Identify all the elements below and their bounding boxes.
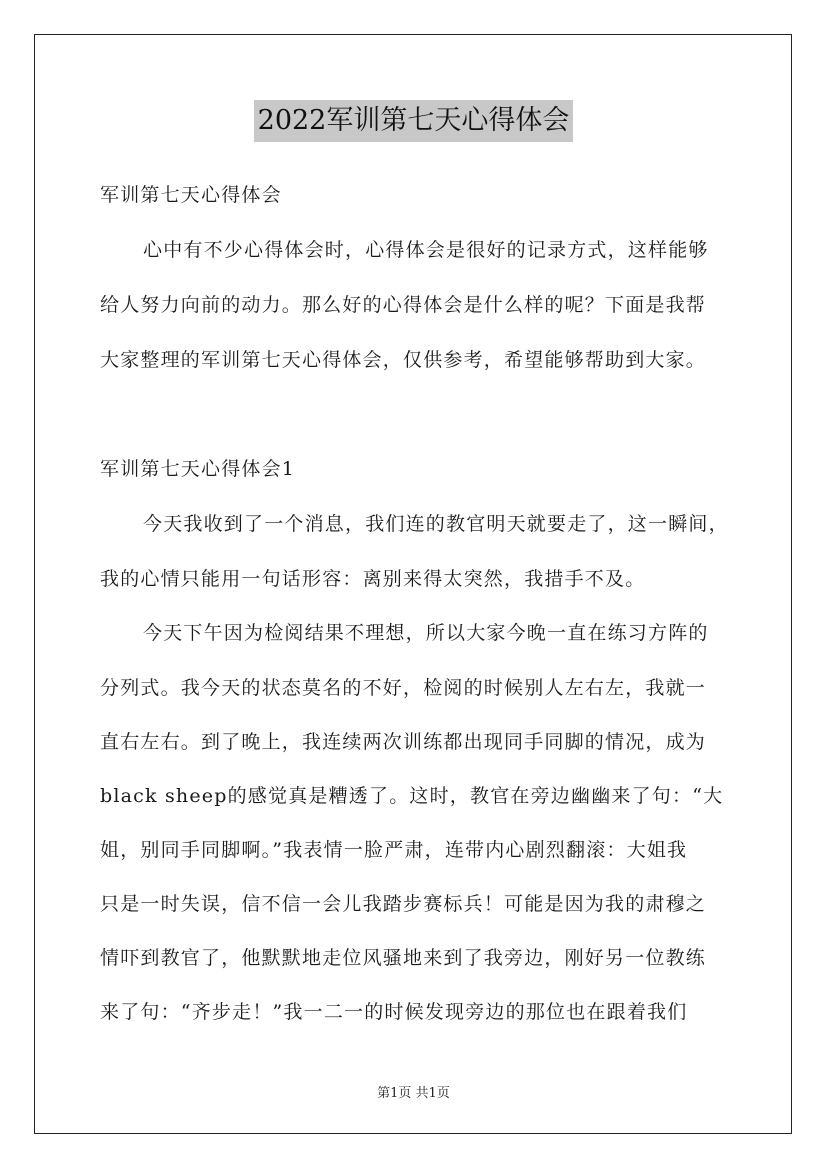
intro-line: 给人努力向前的动力。那么好的心得体会是什么样的呢？下面是我帮 [100, 294, 707, 316]
paragraph-line: 只是一时失误，信不信一会儿我踏步赛标兵！可能是因为我的肃穆之 [100, 893, 707, 915]
paragraph-line: 直右左右。到了晚上，我连续两次训练都出现同手同脚的情况，成为 [100, 731, 707, 753]
title-container [0, 100, 827, 142]
paragraph-line: 来了句：“齐步走！”我一二一的时候发现旁边的那位也在跟着我们 [100, 1001, 688, 1023]
intro-line: 大家整理的军训第七天心得体会，仅供参考，希望能够帮助到大家。 [100, 349, 707, 371]
paragraph-line: 分列式。我今天的状态莫名的不好，检阅的时候别人左右左，我就一 [100, 677, 707, 699]
paragraph-line: 今天我收到了一个消息，我们连的教官明天就要走了，这一瞬间， [143, 513, 729, 535]
paragraph-line: black sheep的感觉真是糟透了。这时，教官在旁边幽幽来了句：“大 [100, 785, 724, 807]
document-title: 2022军训第七天心得体会 [254, 100, 574, 142]
intro-line: 心中有不少心得体会时，心得体会是很好的记录方式，这样能够 [143, 239, 709, 261]
section-heading: 军训第七天心得体会1 [100, 458, 296, 480]
paragraph-line: 情吓到教官了，他默默地走位风骚地来到了我旁边，刚好另一位教练 [100, 947, 707, 969]
paragraph-line: 今天下午因为检阅结果不理想，所以大家今晚一直在练习方阵的 [143, 622, 709, 644]
paragraph-line: 我的心情只能用一句话形容：离别来得太突然，我措手不及。 [100, 568, 646, 590]
heading: 军训第七天心得体会 [100, 184, 282, 206]
paragraph-line: 姐，别同手同脚啊。”我表情一脸严肃，连带内心剧烈翻滚：大姐我 [100, 839, 688, 861]
page-number: 第1页 共1页 [377, 1086, 450, 1101]
